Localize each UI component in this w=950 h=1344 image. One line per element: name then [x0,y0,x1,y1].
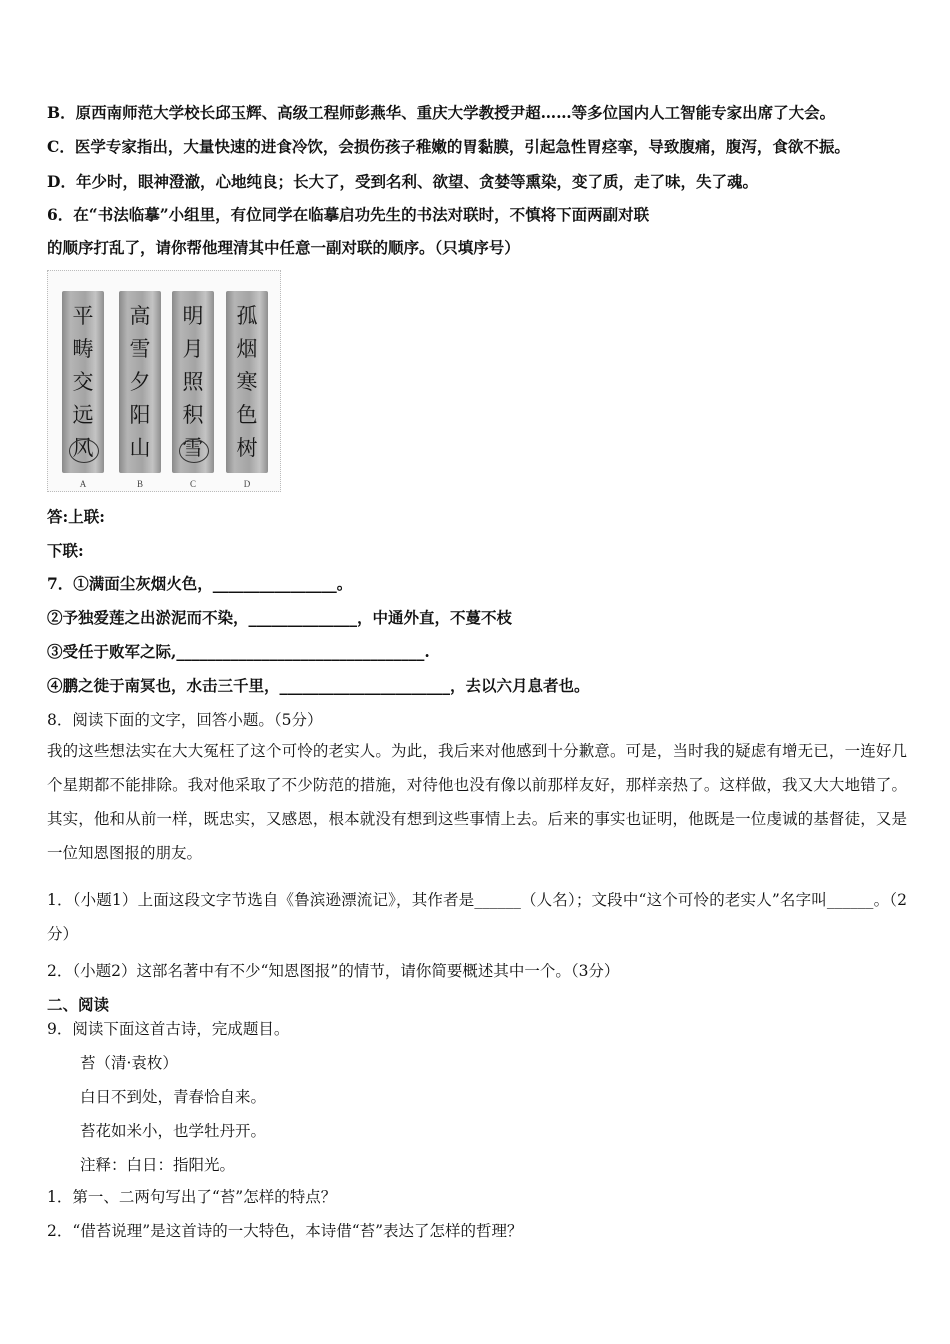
calligraphy-character: 雪 [129,337,151,361]
question-7-item3: ③受任于败军之际,________________________________. [47,642,430,661]
calligraphy-character: 畴 [72,337,94,361]
option-c: C．医学专家指出，大量快速的进食冷饮，会损伤孩子稚嫩的胃黏膜，引起急性胃痉挛，导致腹痛，腹泻，食欲不振。 [47,137,850,156]
poem-title: 苔（清·袁枚） [80,1054,178,1072]
calligraphy-character: 平 [72,304,94,328]
scroll-label-c: C [189,479,196,489]
question-6-line1: 6．在“书法临摹”小组里，有位同学在临摹启功先生的书法对联时，不慎将下面两副对联 [47,205,650,224]
calligraphy-character: 色 [236,403,258,427]
calligraphy-character: 孤 [236,304,258,328]
calligraphy-character: 月 [182,337,204,361]
calligraphy-character: 夕 [129,370,151,394]
calligraphy-character: 远 [72,403,94,427]
calligraphy-character: 交 [72,370,94,394]
calligraphy-character: 树 [236,436,258,460]
calligraphy-character: 风 [72,436,94,460]
answer-upper-couplet: 答:上联: [47,507,105,526]
question-8-title: 8．阅读下面的文字，回答小题。（5分） [47,711,323,729]
option-b: B．原西南师范大学校长邱玉辉、高级工程师彭燕华、重庆大学教授尹超……等多位国内人工智能专家出席了大会。 [47,103,836,122]
calligraphy-scroll-d [226,291,268,473]
calligraphy-character: 高 [129,304,151,328]
calligraphy-scroll-c [172,291,214,473]
calligraphy-character: 寒 [236,370,258,394]
poem-note: 注释：白日：指阳光。 [80,1156,236,1174]
calligraphy-character: 雪 [182,436,204,460]
poem-line-1: 白日不到处，青春恰自来。 [80,1088,267,1106]
question-8-sub1: 1．（小题1）上面这段文字节选自《鲁滨逊漂流记》，其作者是______（人名）；文段中“这个可怜的老实人”名字叫______。（2分） [47,891,907,943]
question-7-item2: ②予独爱莲之出淤泥而不染，______________，中通外直，不蔓不枝 [47,608,513,627]
question-8-sub2: 2．（小题2）这部名著中有不少“知恩图报”的情节，请你简要概述其中一个。（3分） [47,962,620,980]
scroll-label-a: A [79,479,87,489]
calligraphy-character: 明 [182,304,204,328]
scroll-label-b: B [136,479,143,489]
question-8-passage: 我的这些想法实在大大冤枉了这个可怜的老实人。为此，我后来对他感到十分歉意。可是，当时我的疑虑有增无已，一连好几个星期都不能排除。我对他采取了不少防范的措施，对待他也没有像以前那样友好，那样亲热了。这样做，我又大大地错了。其实，他和从前一样，既忠实，又感恩，根本就没有想到这些事情上去。后来的事实也证明，他既是一位虔诚的基督徒，又是一位知恩图报的朋友。 [47,742,907,862]
section-2-heading: 二、阅读 [47,995,110,1014]
question-7-item1: 7．①满面尘灰烟火色，________________。 [47,574,353,593]
question-9-title: 9．阅读下面这首古诗，完成题目。 [47,1020,290,1038]
calligraphy-character: 山 [129,436,151,460]
calligraphy-figure [47,270,281,492]
poem-line-2: 苔花如米小，也学牡丹开。 [80,1122,267,1140]
answer-lower-couplet: 下联: [47,541,84,560]
option-d: D．年少时，眼神澄澈，心地纯良；长大了，受到名利、欲望、贪婪等熏染，变了质，走了味，失了魂。 [47,172,758,191]
question-7-item4: ④鹏之徙于南冥也，水击三千里，______________________，去以六月息者也。 [47,676,590,695]
calligraphy-character: 照 [182,370,204,394]
calligraphy-character: 烟 [236,337,258,361]
calligraphy-scroll-a [62,291,104,473]
seal-stamp [69,439,99,463]
calligraphy-scroll-b [119,291,161,473]
question-6-line2: 的顺序打乱了，请你帮他理清其中任意一副对联的顺序。（只填序号） [47,238,520,257]
calligraphy-character: 阳 [129,403,151,427]
calligraphy-character: 积 [182,403,204,427]
question-9-sub2: 2．“借苔说理”是这首诗的一大特色，本诗借“苔”表达了怎样的哲理？ [47,1222,523,1240]
scroll-label-d: D [243,479,251,489]
question-9-sub1: 1．第一、二两句写出了“苔”怎样的特点？ [47,1188,337,1206]
seal-stamp [179,439,209,463]
